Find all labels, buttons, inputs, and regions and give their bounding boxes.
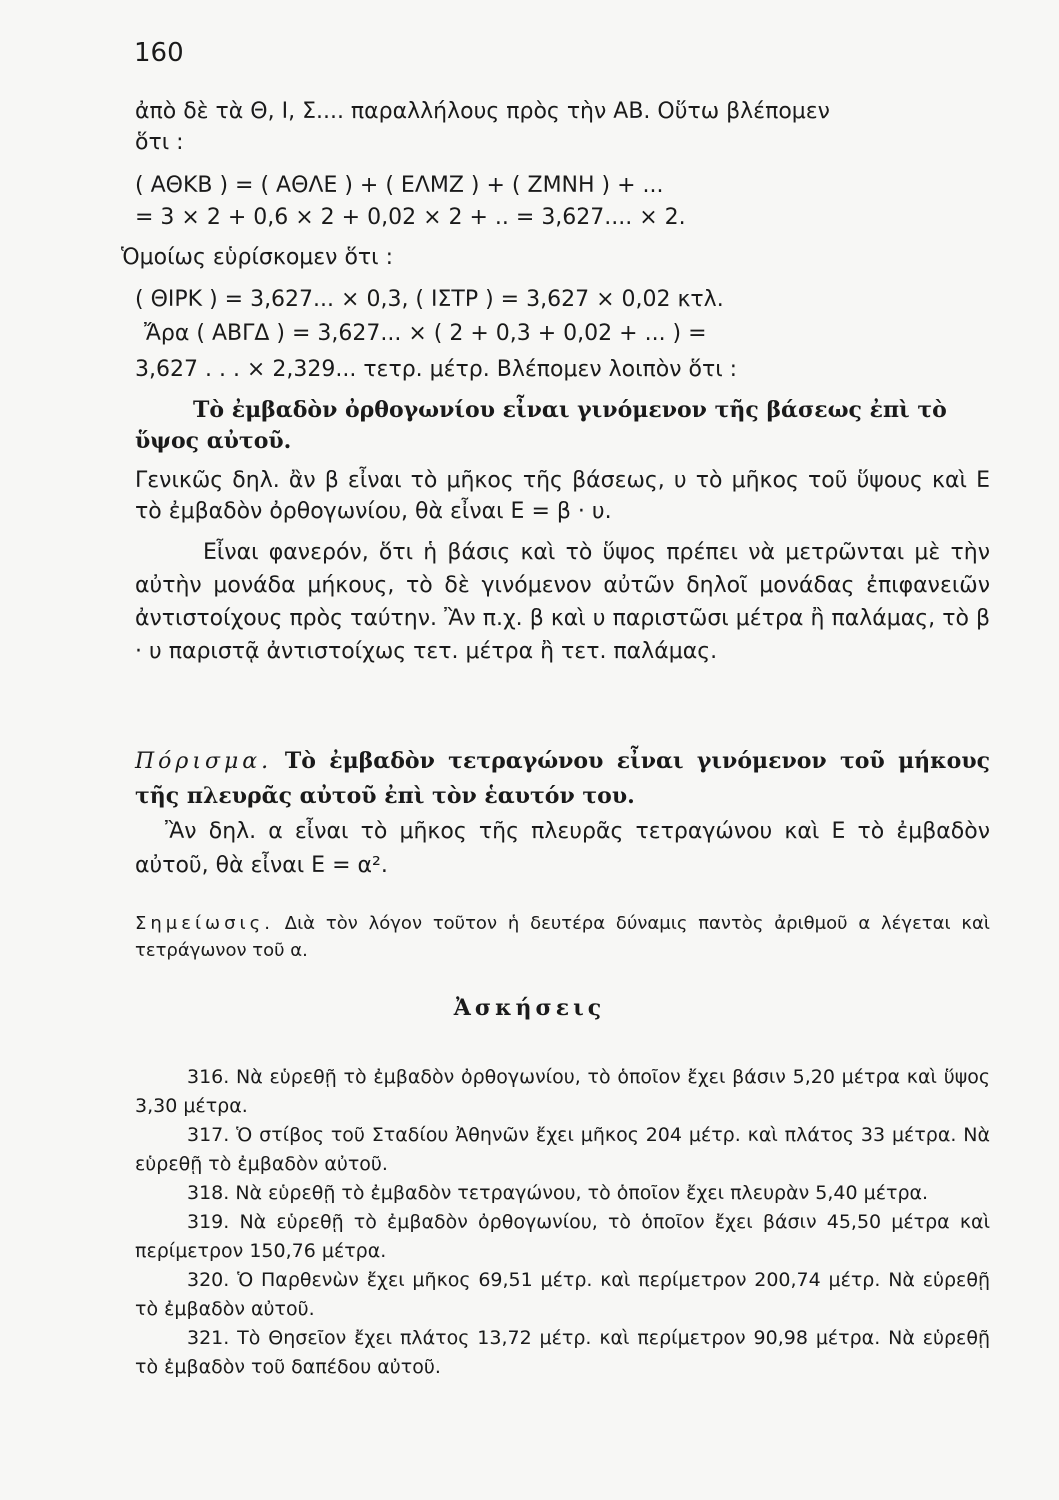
text-line: ὅτι : — [135, 130, 184, 155]
exercise-item: 316. Νὰ εὑρεθῇ τὸ ἐμβαδὸν ὀρθογωνίου, τὸ ὁποῖον ἔχει βάσιν 5,20 μέτρα καὶ ὕψος 3,30 μέτρα. — [135, 1066, 990, 1117]
formula-line: = 3 × 2 + 0,6 × 2 + 0,02 × 2 + .. = 3,627.... × 2. — [135, 205, 686, 230]
exercise-item: 318. Νὰ εὑρεθῇ τὸ ἐμβαδὸν τετραγώνου, τὸ ὁποῖον ἔχει πλευρὰν 5,40 μέτρα. — [187, 1182, 929, 1204]
corollary-text: Τὸ ἐμβαδὸν τετραγώνου εἶναι γινόμενον τοῦ μήκους τῆς πλευρᾶς αὐτοῦ ἐπὶ τὸν ἑαυτόν του. — [135, 748, 990, 809]
exercise-item: 321. Τὸ Θησεῖον ἔχει πλάτος 13,72 μέτρ. καὶ περίμετρον 90,98 μέτρα. Νὰ εὑρεθῇ τὸ ἐμβαδὸν τοῦ δαπέδου αὐτοῦ. — [135, 1327, 990, 1378]
page-number: 160 — [134, 38, 184, 68]
note — [135, 910, 990, 964]
exercise-item: 317. Ὁ στίβος τοῦ Σταδίου Ἀθηνῶν ἔχει μῆκος 204 μέτρ. καὶ πλάτος 33 μέτρα. Νὰ εὑρεθῇ τὸ ἐμβαδὸν αὐτοῦ. — [135, 1124, 990, 1175]
formula-line: ( ΑΘΚΒ ) = ( ΑΘΛΕ ) + ( ΕΛΜΖ ) + ( ΖΜΝΗ ) + ... — [135, 173, 664, 198]
text-line: Ὁμοίως εὑρίσκομεν ὅτι : — [121, 245, 394, 270]
paragraph-general: Γενικῶς δηλ. ἂν β εἶναι τὸ μῆκος τῆς βάσεως, υ τὸ μῆκος τοῦ ὕψους καὶ Ε τὸ ἐμβαδὸν ὀρθογωνίου, θὰ εἶναι Ε = β · υ. — [135, 468, 990, 524]
formula-line: 3,627 . . . × 2,329... τετρ. μέτρ. Βλέπομεν λοιπὸν ὅτι : — [135, 357, 738, 382]
note-label: Σημείωσις. — [135, 913, 274, 934]
corollary — [135, 744, 990, 814]
formula-line: Ἄρα ( ΑΒΓΔ ) = 3,627... × ( 2 + 0,3 + 0,02 + ... ) = — [144, 321, 707, 346]
exercise-item: 319. Νὰ εὑρεθῇ τὸ ἐμβαδὸν ὀρθογωνίου, τὸ ὁποῖον ἔχει βάσιν 45,50 μέτρα καὶ περίμετρον 150,76 μέτρα. — [135, 1211, 990, 1262]
formula-line: ( ΘΙΡΚ ) = 3,627... × 0,3, ( ΙΣΤΡ ) = 3,627 × 0,02 κτλ. — [135, 287, 724, 312]
corollary-label: Πόρισμα. — [135, 749, 273, 774]
exercise-item: 320. Ὁ Παρθενὼν ἔχει μῆκος 69,51 μέτρ. καὶ περίμετρον 200,74 μέτρ. Νὰ εὑρεθῇ τὸ ἐμβαδὸν αὐτοῦ. — [135, 1269, 990, 1320]
paragraph-square: Ἂν δηλ. α εἶναι τὸ μῆκος τῆς πλευρᾶς τετραγώνου καὶ Ε τὸ ἐμβαδὸν αὐτοῦ, θὰ εἶναι Ε = α². — [135, 819, 990, 878]
theorem-text: Τὸ ἐμβαδὸν ὀρθογωνίου εἶναι γινόμενον τῆς βάσεως ἐπὶ τὸ ὕψος αὐτοῦ. — [135, 397, 947, 454]
note-text: Διὰ τὸν λόγον τοῦτον ἡ δευτέρα δύναμις παντὸς ἀριθμοῦ α λέγεται καὶ τετράγωνον τοῦ α. — [135, 913, 990, 961]
text-line: ἀπὸ δὲ τὰ Θ, Ι, Σ.... παραλλήλους πρὸς τὴν ΑΒ. Οὕτω βλέπομεν — [135, 99, 830, 124]
paragraph-evident: Εἶναι φανερόν, ὅτι ἡ βάσις καὶ τὸ ὕψος πρέπει νὰ μετρῶνται μὲ τὴν αὐτὴν μονάδα μήκους, τὸ δὲ γινόμενον αὐτῶν δηλοῖ μονάδας ἐπιφανειῶν ἀντιστοίχους πρὸς ταύτην. Ἂν π.χ. β καὶ υ παριστῶσι μέτρα ἢ παλάμας, τὸ β · υ παριστᾷ ἀντιστοίχως τετ. μέτρα ἢ τετ. παλάμας. — [135, 540, 990, 664]
exercises-list — [135, 1063, 990, 1382]
exercises-heading: Ἀσκήσεις — [453, 995, 606, 1021]
